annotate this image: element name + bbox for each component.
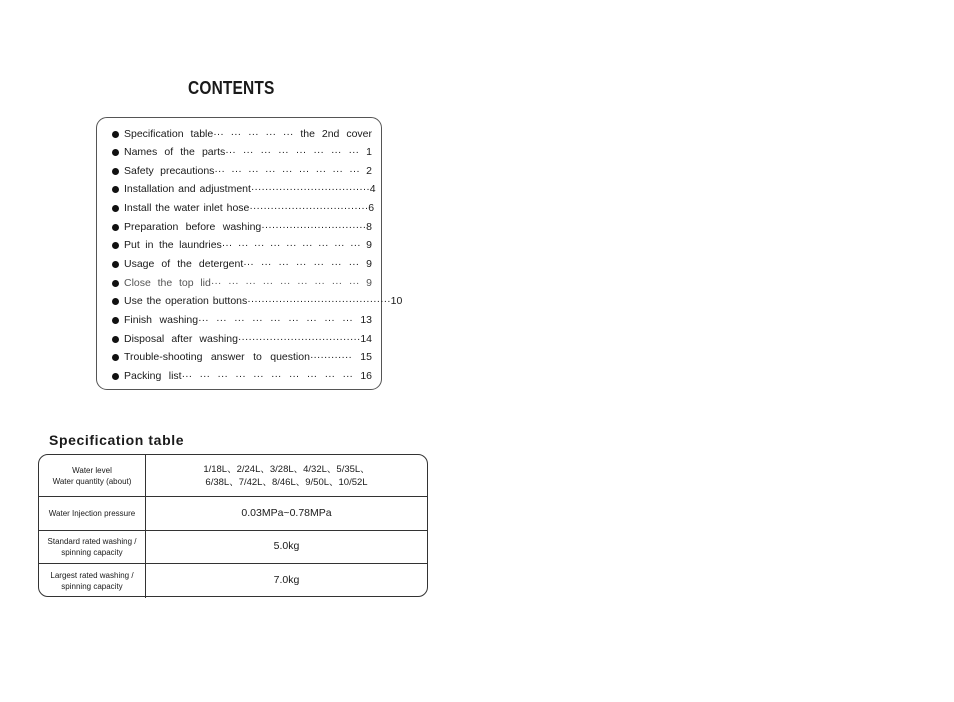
toc-item-text: Packing list··· ··· ··· ··· ··· ··· ··· ··· ··· ··· 16 <box>124 370 372 382</box>
spec-label-standard-capacity <box>39 530 146 563</box>
spec-value-line: 0.03MPa~0.78MPa <box>241 506 332 519</box>
toc-item-text: Safety precautions··· ··· ··· ··· ··· ··· ··· ··· ··· 2 <box>124 165 372 177</box>
table-row <box>39 496 427 531</box>
toc-item-text: Use the operation buttons·········································10 <box>124 295 403 307</box>
spec-value-line: 1/18L、2/24L、3/28L、4/32L、5/35L、 <box>203 463 370 475</box>
toc-item[interactable] <box>109 311 372 329</box>
table-row <box>39 455 427 497</box>
bullet-icon <box>112 149 119 156</box>
toc-item[interactable] <box>109 348 372 366</box>
bullet-icon <box>112 317 119 324</box>
spec-label-pressure <box>39 496 146 530</box>
toc-item[interactable] <box>109 236 372 254</box>
toc-item-text: Usage of the detergent··· ··· ··· ··· ··· ··· ··· 9 <box>124 258 372 270</box>
toc-item[interactable] <box>109 255 372 273</box>
spec-label-line: spinning capacity <box>61 547 123 557</box>
toc-item-text: Install the water inlet hose··································6 <box>124 202 375 214</box>
spec-label-line: Largest rated washing / <box>50 570 134 580</box>
toc-item[interactable] <box>109 367 372 385</box>
toc-item[interactable] <box>109 162 372 180</box>
spec-label-line: Standard rated washing / <box>47 536 137 546</box>
toc-item[interactable] <box>109 330 372 348</box>
toc-item-text: Disposal after washing···································14 <box>124 333 372 345</box>
toc-item[interactable] <box>109 292 403 310</box>
spec-label-line: spinning capacity <box>61 581 123 591</box>
bullet-icon <box>112 131 119 138</box>
bullet-icon <box>112 168 119 175</box>
spec-label-line: Water Injection pressure <box>48 508 136 518</box>
toc-item-text: Names of the parts··· ··· ··· ··· ··· ··· ··· ··· 1 <box>124 146 372 158</box>
toc-item-text: Put in the laundries··· ··· ··· ··· ··· ··· ··· ··· ··· 9 <box>124 239 372 251</box>
bullet-icon <box>112 186 119 193</box>
spec-value-pressure <box>146 496 427 530</box>
toc-item[interactable] <box>109 199 375 217</box>
spec-value-standard-capacity <box>146 530 427 563</box>
bullet-icon <box>112 205 119 212</box>
toc-item[interactable] <box>109 125 372 143</box>
bullet-icon <box>112 242 119 249</box>
bullet-icon <box>112 373 119 380</box>
spec-value-line: 7.0kg <box>273 574 300 586</box>
spec-value-water-level <box>146 455 427 496</box>
toc-item[interactable] <box>109 143 372 161</box>
spec-label-line: Water level <box>72 465 112 475</box>
toc-item[interactable] <box>109 218 372 236</box>
toc-item[interactable] <box>109 180 376 198</box>
table-row <box>39 563 427 598</box>
spec-label-line: Water quantity (about) <box>52 476 132 486</box>
bullet-icon <box>112 280 119 287</box>
spec-table <box>38 454 428 597</box>
toc-item-text: Finish washing··· ··· ··· ··· ··· ··· ··· ··· ··· 13 <box>124 314 372 326</box>
contents-title: CONTENTS <box>188 78 275 98</box>
bullet-icon <box>112 336 119 343</box>
toc-item-text: Installation and adjustment··································4 <box>124 183 376 195</box>
spec-table-title: Specification table <box>49 432 185 448</box>
spec-value-line: 6/38L、7/42L、8/46L、9/50L、10/52L <box>205 476 368 488</box>
spec-value-largest-capacity <box>146 563 427 598</box>
bullet-icon <box>112 224 119 231</box>
spec-label-largest-capacity <box>39 563 146 598</box>
table-of-contents <box>96 117 403 390</box>
toc-item-text: Close the top lid··· ··· ··· ··· ··· ··· ··· ··· ··· 9 <box>124 277 372 289</box>
bullet-icon <box>112 261 119 268</box>
toc-item-text: Preparation before washing······························8 <box>124 221 372 233</box>
toc-item-text: Trouble-shooting answer to question············ 15 <box>124 351 372 363</box>
bullet-icon <box>112 354 119 361</box>
spec-value-line: 5.0kg <box>273 540 300 552</box>
bullet-icon <box>112 298 119 305</box>
table-row <box>39 530 427 564</box>
spec-label-water-level <box>39 455 146 496</box>
toc-item-text: Specification table··· ··· ··· ··· ··· the 2nd cover <box>124 128 372 140</box>
toc-item[interactable] <box>109 274 372 292</box>
